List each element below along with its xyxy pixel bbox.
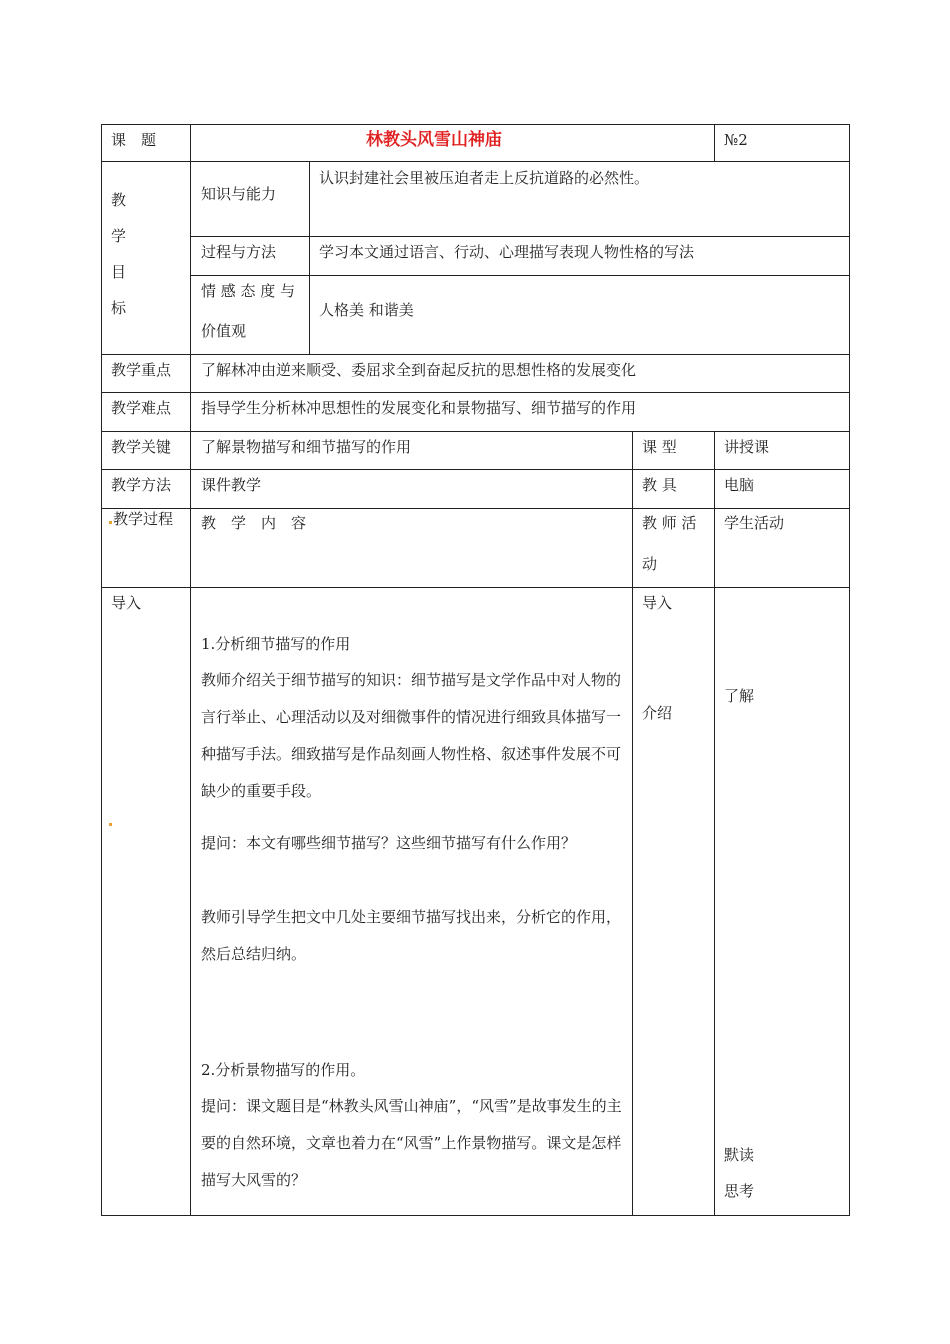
- student-activity-label: 学生活动: [724, 514, 785, 532]
- teacher-activity-label-line2: 动: [642, 555, 658, 573]
- teacher-activity-label-line1: 教 师 活: [642, 514, 697, 532]
- objective-emotion-label-line1: 情 感 态 度 与: [201, 282, 296, 300]
- objective-emotion-label-line2: 价值观: [201, 322, 247, 340]
- section1-question: 提问：本文有哪些细节描写？这些细节描写有什么作用？: [201, 834, 577, 852]
- student-activity-2: 默读: [724, 1146, 755, 1164]
- student-activity-1: 了解: [724, 687, 755, 705]
- section2-title: 2.分析景物描写的作用。: [201, 1061, 366, 1079]
- key-points-content: 了解林冲由逆来顺受、委屈求全到奋起反抗的思想性格的发展变化: [201, 361, 637, 379]
- marker-dot: [109, 823, 112, 826]
- objective-knowledge-label: 知识与能力: [201, 185, 277, 203]
- key-content: 了解景物描写和细节描写的作用: [201, 438, 412, 456]
- objectives-label-char-1: 教: [111, 191, 127, 209]
- teaching-tool-value: 电脑: [724, 476, 755, 494]
- objectives-label-char-2: 学: [111, 227, 127, 245]
- objective-process-label: 过程与方法: [201, 243, 277, 261]
- section1-title: 1.分析细节描写的作用: [201, 635, 351, 653]
- lesson-number: №2: [724, 131, 748, 149]
- process-label: 教学过程: [113, 510, 174, 528]
- section2-question: 提问：课文题目是“林教头风雪山神庙”，“风雪”是故事发生的主要的自然环境，文章也着力在“风雪”上作景物描写。课文是怎样描写大风雪的？: [201, 1097, 622, 1189]
- section1-intro: 教师介绍关于细节描写的知识：细节描写是文学作品中对人物的言行举止、心理活动以及对细微事件的情况进行细致具体描写一种描写手法。细致描写是作品刻画人物性格、叙述事件发展不可缺少的重要手段。: [201, 671, 622, 800]
- lesson-type-value: 讲授课: [724, 438, 770, 456]
- difficulties-label: 教学难点: [111, 399, 172, 417]
- key-points-label: 教学重点: [111, 361, 172, 379]
- objectives-label-char-3: 目: [111, 263, 127, 281]
- teaching-tool-label: 教 具: [642, 476, 677, 494]
- objective-emotion-content: 人格美 和谐美: [319, 301, 414, 319]
- stage-label: 导入: [111, 594, 142, 612]
- student-activity-3: 思考: [724, 1182, 755, 1200]
- objective-process-content: 学习本文通过语言、行动、心理描写表现人物性格的写法: [319, 243, 695, 261]
- key-label: 教学关键: [111, 438, 172, 456]
- teacher-activity-1: 导入: [642, 594, 673, 612]
- section1-guide: 教师引导学生把文中几处主要细节描写找出来，分析它的作用，然后总结归纳。: [201, 908, 622, 963]
- difficulties-content: 指导学生分析林冲思想性的发展变化和景物描写、细节描写的作用: [201, 399, 637, 417]
- method-content: 课件教学: [201, 476, 262, 494]
- content-column-label: 教 学 内 容: [201, 514, 307, 532]
- marker-dot: [109, 521, 112, 524]
- teacher-activity-2: 介绍: [642, 704, 673, 722]
- objective-knowledge-content: 认识封建社会里被压迫者走上反抗道路的必然性。: [319, 169, 650, 187]
- method-label: 教学方法: [111, 476, 172, 494]
- lesson-type-label: 课 型: [642, 438, 677, 456]
- subject-label: 课 题: [111, 131, 157, 149]
- lesson-title: 林教头风雪山神庙: [366, 130, 502, 150]
- objectives-label-char-4: 标: [111, 299, 127, 317]
